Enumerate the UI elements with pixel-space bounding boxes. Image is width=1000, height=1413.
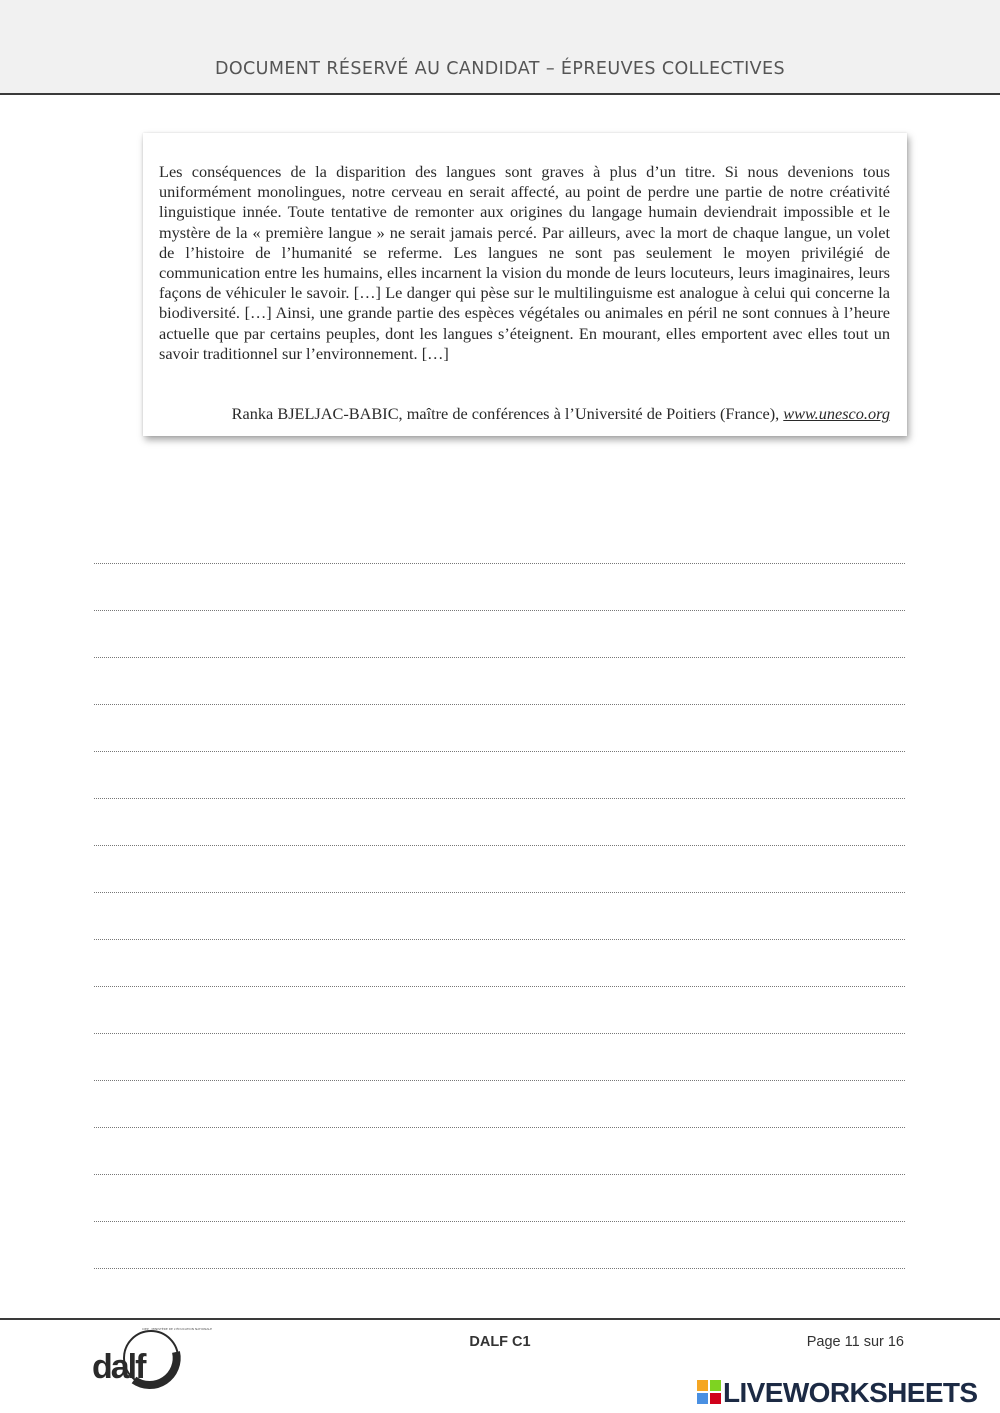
answer-line[interactable]: [94, 845, 905, 846]
footer-divider: [0, 1318, 1000, 1320]
quote-box: [143, 133, 907, 436]
liveworksheets-icon: [697, 1380, 721, 1404]
page-number: Page 11 sur 16: [806, 1334, 904, 1350]
answer-line[interactable]: [94, 1127, 905, 1128]
header-title: DOCUMENT RÉSERVÉ AU CANDIDAT – ÉPREUVES COLLECTIVES: [214, 59, 786, 79]
answer-line[interactable]: [94, 1080, 905, 1081]
answer-line[interactable]: [94, 1268, 905, 1269]
answer-line[interactable]: [94, 892, 905, 893]
exam-name: DALF C1: [469, 1334, 531, 1350]
answer-lines: [94, 545, 905, 1280]
answer-line[interactable]: [94, 798, 905, 799]
answer-line[interactable]: [94, 751, 905, 752]
answer-line[interactable]: [94, 1221, 905, 1222]
logo-text: dalf: [92, 1348, 145, 1386]
quote-source: [232, 404, 890, 424]
answer-line[interactable]: [94, 1033, 905, 1034]
brand-text: LIVEWORKSHEETS: [723, 1377, 978, 1408]
answer-line[interactable]: [94, 704, 905, 705]
answer-line[interactable]: [94, 610, 905, 611]
quote-source-author: Ranka BJELJAC-BABIC, maître de conférences à l’Université de Poitiers (France),: [231, 404, 784, 423]
answer-line[interactable]: [94, 657, 905, 658]
page-header: [0, 0, 1000, 95]
quote-text: Les conséquences de la disparition des langues sont graves à plus d’un titre. Si nous devenions tous uniformément monolingues, notre cerveau en serait affecté, au point de perdre une partie de notre créativité linguistique innée. Toute tentative de remonter aux origines du langage humain deviendrait impossible et le mystère de la « première langue » ne serait jamais percé. Par ailleurs, avec la mort de chaque langue, un volet de l’histoire de l’humanité se referme. Les langues ne sont pas seulement le moyen privilégié de communication entre les humains, elles incarnent la vision du monde de leurs locuteurs, leurs imaginaires, leurs façons de véhiculer le savoir. […] Le danger qui pèse sur le multilinguisme est analogue à celui qui concerne la biodiversité. […] Ainsi, une grande partie des espèces végétales ou animales en péril ne sont connues à l’heure actuelle que par certains peuples, dont les langues s’éteignent. En mourant, elles emportent avec elles tout un savoir traditionnel sur l’environnement. […]: [159, 162, 890, 363]
answer-line[interactable]: [94, 939, 905, 940]
dalf-logo: [92, 1322, 212, 1392]
answer-line[interactable]: [94, 563, 905, 564]
answer-line[interactable]: [94, 986, 905, 987]
logo-ring-text: CIEP · MINISTÈRE DE L'ÉDUCATION NATIONALE: [142, 1327, 212, 1331]
answer-line[interactable]: [94, 1174, 905, 1175]
source-link[interactable]: www.unesco.org: [783, 404, 890, 423]
